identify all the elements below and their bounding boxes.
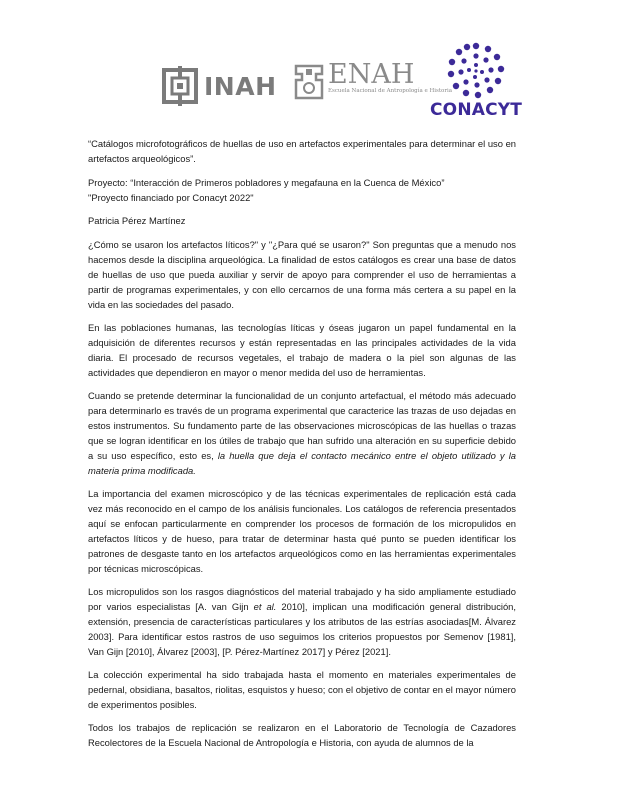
conacyt-emblem-icon (445, 40, 507, 102)
paragraph-3 (88, 388, 516, 478)
paragraph-5-text-a: Los micropulidos son los rasgos diagnósticos del material trabajado y ha sido ampliamente estudiado por varios especialistas [A. van Gijn (88, 586, 516, 612)
conacyt-logo (430, 40, 522, 120)
paragraph-2: En las poblaciones humanas, las tecnologías líticas y óseas jugaron un papel fundamental en la adquisición de diferentes recursos y están representadas en las principales actividades de la vida diaria. El procesado de recursos vegetales, el trabajo de madera o la piel son algunas de las actividades que dependieron en mayor o menor medida del uso de herramientas. (88, 322, 516, 378)
paragraph-4: La importancia del examen microscópico y de las técnicas experimentales de replicación está cada vez más reconocido en el campo de los análisis funcionales. Los catálogos de referencia presentados aquí se enfocan particularmente en comprender los procesos de formación de los micropulidos en artefactos líticos y de hueso, para tratar de determinar hasta qué punto se pueden identificar los patrones de desgaste tanto en los artefactos arqueológicos como en las herramientas experimentales por técnicas microscópicas. (88, 488, 516, 574)
paragraph-6: La colección experimental ha sido trabajada hasta el momento en materiales experimentales de pedernal, obsidiana, basaltos, riolitas, esquistos y hueso; con el objetivo de contar en el mayor número de experimentos posibles. (88, 669, 516, 710)
inah-wordmark: INAH (204, 71, 277, 101)
enah-subtitle: Escuela Nacional de Antropología e Historia (328, 88, 453, 94)
inah-logo (160, 66, 277, 106)
enah-emblem-icon (292, 60, 326, 104)
paragraph-5-text-b: 2010], implican una modificación general distribución, extensión, presencia de características particulares y los atributos de las estrías asociadas[M. Álvarez 2003]. Para identificar estos rastros de uso seguimos los criterios propuestos por Semenov [1981], Van Gijn [2010], Álvarez [2003], [P. Pérez-Martínez 2017] y Pérez [2021]. (88, 601, 517, 657)
project-info (88, 175, 516, 205)
header-logos (150, 38, 530, 118)
enah-logo (292, 60, 452, 104)
paragraph-3-text: Cuando se pretende determinar la funcionalidad de un conjunto artefactual, el método más adecuado para determinarlo es través de un programa experimental que caracterice las trazas de uso dejadas en estos instrumentos. Su fundamento parte de las observaciones microscópicas de las huellas o trazas que se logran identificar en los útiles de trabajo que han sufrido una alteración en su superficie debido a su uso específico, esto es, (88, 390, 516, 461)
conacyt-wordmark: CONACYT (430, 100, 523, 120)
document-body (88, 136, 516, 758)
project-line: Proyecto: “Interacción de Primeros pobladores y megafauna en la Cuenca de México” (88, 177, 445, 188)
inah-emblem-icon (160, 66, 200, 106)
paragraph-3-italic: la huella que deja el contacto mecánico entre el objeto utilizado y la materia prima modificada. (88, 450, 517, 476)
paragraph-5-italic: et al. (253, 601, 277, 612)
funding-line: "Proyecto financiado por Conacyt 2022" (88, 192, 254, 203)
enah-wordmark: ENAH (328, 59, 415, 90)
author-name: Patricia Pérez Martínez (88, 215, 186, 226)
paragraph-1: ¿Cómo se usaron los artefactos líticos?" y "¿Para qué se usaron?" Son preguntas que a menudo nos hacemos desde la disciplina arqueológica. La finalidad de estos catálogos es crear una base de datos de huellas de uso que pueda auxiliar y servir de apoyo para comprender el uso de herramientas a partir de programas experimentales, y con ello cercarnos de una forma más certera a su papel en la vida en las sociedades del pasado. (88, 239, 516, 310)
document-title: “Catálogos microfotográficos de huellas de uso en artefactos experimentales para determinar el uso en artefactos arqueológicos”. (88, 138, 516, 164)
paragraph-5 (88, 584, 516, 659)
paragraph-7: Todos los trabajos de replicación se realizaron en el Laboratorio de Tecnología de Cazadores Recolectores de la Escuela Nacional de Antropología e Historia, con ayuda de alumnos de la (88, 722, 516, 748)
